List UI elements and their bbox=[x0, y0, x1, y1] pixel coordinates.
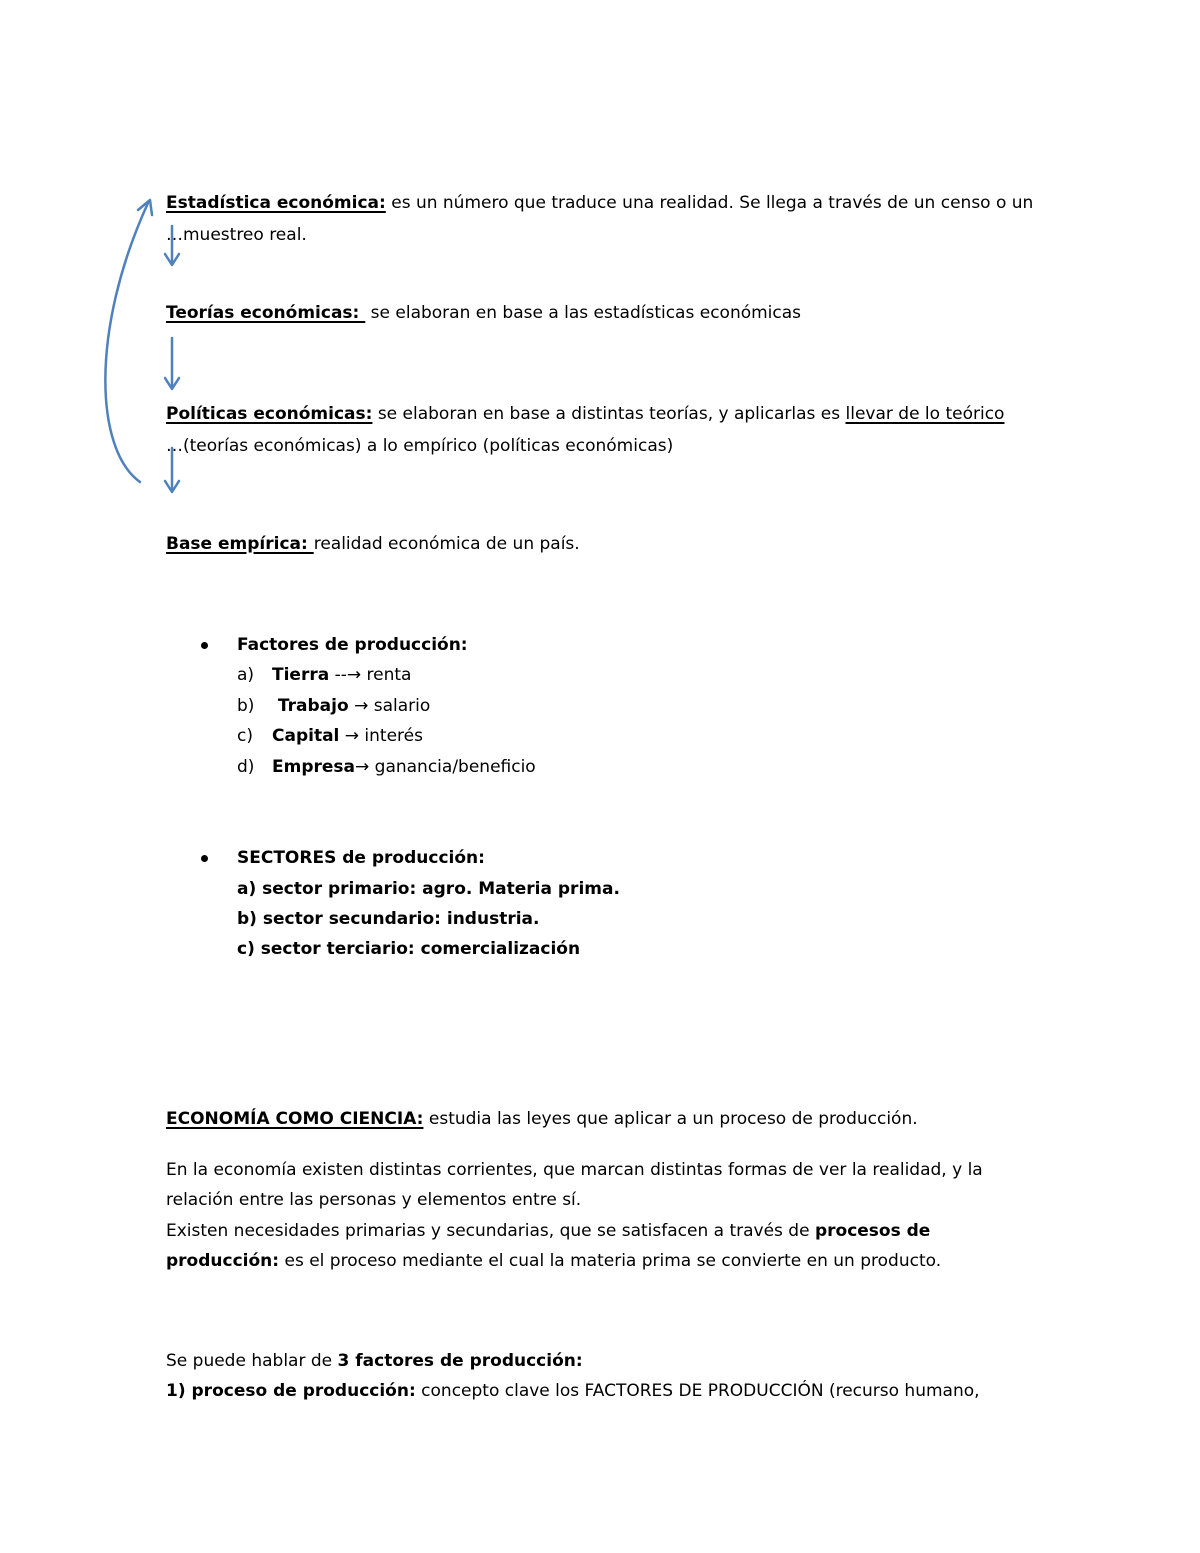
paragraph-line-2: relación entre las personas y elementos entre sí. bbox=[166, 1190, 582, 1210]
right-arrow-icon: → bbox=[344, 726, 360, 746]
separator: -- bbox=[329, 665, 347, 685]
factor-result: interés bbox=[359, 726, 423, 746]
estadistica-term: Estadística económica: bbox=[166, 193, 386, 213]
estadistica-text: es un número que traduce una realidad. Se llega a través de un censo o un bbox=[385, 193, 1034, 213]
sector-item: b) sector secundario: industria. bbox=[237, 909, 540, 929]
paragraph-text: es el proceso mediante el cual la materia prima se convierte en un producto. bbox=[279, 1251, 942, 1271]
base-text: realidad económica de un país. bbox=[313, 534, 580, 554]
politicas-text: se elaboran en base a distintas teorías, y aplicarlas es bbox=[372, 404, 846, 424]
list-item bbox=[237, 664, 411, 686]
base-line bbox=[166, 533, 580, 555]
right-arrow-icon: → bbox=[355, 757, 370, 777]
factores-heading: Factores de producción: bbox=[237, 635, 468, 655]
ellipsis: … bbox=[166, 436, 183, 456]
estadistica-cont-text: muestreo real. bbox=[183, 225, 307, 245]
right-arrow-icon: → bbox=[354, 696, 369, 716]
politicas-cont-text: (teorías económicas) a lo empírico (políticas económicas) bbox=[183, 436, 674, 456]
politicas-underlined: llevar de lo teórico bbox=[845, 404, 1005, 424]
teorias-line bbox=[166, 302, 801, 324]
paragraph-bold: producción: bbox=[166, 1251, 280, 1271]
right-arrow-icon: → bbox=[346, 665, 362, 685]
politicas-cont bbox=[166, 435, 673, 457]
politicas-term: Políticas económicas: bbox=[166, 404, 373, 424]
paragraph-bold: procesos de bbox=[814, 1221, 931, 1241]
paragraph-line-3 bbox=[166, 1220, 930, 1242]
paragraph-line-4 bbox=[166, 1250, 941, 1272]
factor-name: Capital bbox=[272, 726, 340, 746]
item-marker: c) bbox=[237, 726, 253, 746]
factores3-line bbox=[166, 1350, 583, 1372]
list-item bbox=[237, 756, 536, 778]
item-marker: b) bbox=[237, 696, 255, 716]
factor-result: ganancia/beneficio bbox=[369, 757, 536, 777]
factores3-item-1 bbox=[166, 1380, 980, 1402]
list-item bbox=[237, 695, 430, 717]
sector-item: c) sector terciario: comercialización bbox=[237, 939, 581, 959]
factores3-text: Se puede hablar de bbox=[166, 1351, 338, 1371]
politicas-line bbox=[166, 403, 1004, 425]
list-item bbox=[237, 725, 423, 747]
item-bold: 1) proceso de producción: bbox=[166, 1381, 416, 1401]
factores3-bold: 3 factores de producción: bbox=[337, 1351, 583, 1371]
bullet-icon bbox=[198, 634, 212, 656]
factor-name: Trabajo bbox=[272, 696, 349, 716]
economia-term: ECONOMÍA COMO CIENCIA: bbox=[166, 1109, 424, 1129]
teorias-text: se elaboran en base a las estadísticas económicas bbox=[365, 303, 802, 323]
return-arrow-icon bbox=[105, 203, 148, 482]
base-term: Base empírica: bbox=[166, 534, 314, 554]
sector-item: a) sector primario: agro. Materia prima. bbox=[237, 879, 620, 899]
bullet-icon bbox=[198, 847, 212, 869]
teorias-term: Teorías económicas: bbox=[166, 303, 366, 323]
economia-text: estudia las leyes que aplicar a un proceso de producción. bbox=[423, 1109, 918, 1129]
factor-result: salario bbox=[368, 696, 431, 716]
ellipsis: … bbox=[166, 225, 183, 245]
item-text: concepto clave los FACTORES DE PRODUCCIÓN (recurso humano, bbox=[415, 1381, 980, 1401]
sectores-heading: SECTORES de producción: bbox=[237, 848, 485, 868]
paragraph-text: Existen necesidades primarias y secundarias, que se satisfacen a través de bbox=[166, 1221, 815, 1241]
item-marker: a) bbox=[237, 665, 255, 685]
estadistica-line bbox=[166, 192, 1033, 214]
arrowhead-icon bbox=[138, 200, 152, 215]
factor-result: renta bbox=[361, 665, 412, 685]
economia-line bbox=[166, 1108, 918, 1130]
down-arrow-icon bbox=[165, 338, 179, 389]
factor-name: Empresa bbox=[272, 757, 355, 777]
estadistica-cont bbox=[166, 224, 307, 246]
item-marker: d) bbox=[237, 757, 255, 777]
factor-name: Tierra bbox=[272, 665, 330, 685]
paragraph-line-1: En la economía existen distintas corrientes, que marcan distintas formas de ver la realidad, y la bbox=[166, 1160, 983, 1180]
